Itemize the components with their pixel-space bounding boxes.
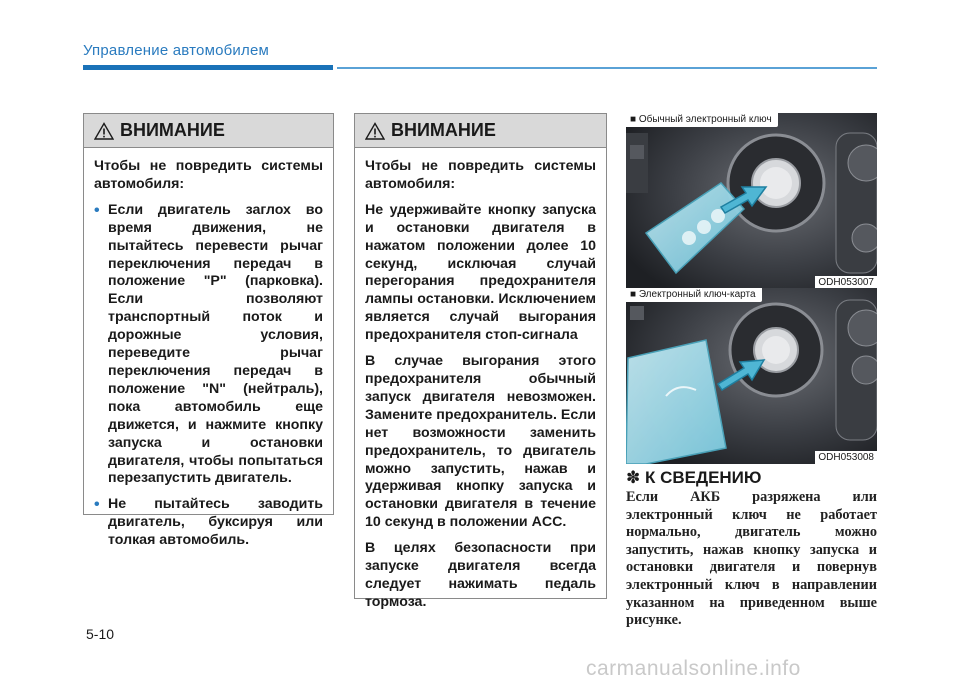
warning-paragraph: Не удерживайте кнопку запуска и остановки двигателя в нажатом положении долее 10 секунд, исключая случай перегорания предохранителя лампы остановки. Исключением является случай выгорания предохранителя стоп-сигнала — [365, 201, 596, 344]
section-title: Управление автомобилем — [83, 42, 270, 59]
watermark: carmanualsonline.info — [586, 657, 801, 680]
warning-paragraph: Чтобы не повредить системы автомобиля: — [365, 158, 596, 192]
warning-heading: ВНИМАНИЕ — [391, 120, 496, 140]
warning-bullet: • Если двигатель заглох во время движения, не пытайтесь перевести рычаг переключения передач в положение "P" (парковка). Если позволяют транспортный поток и дорожные условия, переведите рычаг переключения передач в положение "N" (нейтраль), пока автомобиль еще движется, и нажмите кнопку запуска и остановки двигателя, чтобы попытаться перезапустить двигатель. — [94, 202, 323, 489]
warning-paragraph: В случае выгорания этого предохранителя обычный запуск двигателя невозможен. Замените предохранитель. Если нет возможности заменить предохранитель, то двигатель можно запустить, нажав и удерживая кнопку запуска и остановки двигателя в течение 10 секунд в положении ACC. — [365, 353, 596, 531]
warning-header — [355, 114, 606, 148]
figure-smart-key — [626, 113, 877, 289]
warning-body — [355, 148, 606, 630]
warning-body — [84, 148, 333, 568]
warning-box-middle — [354, 113, 607, 610]
figure-caption: ■ Обычный электронный ключ — [626, 113, 778, 127]
warning-triangle-icon — [365, 122, 385, 140]
warning-triangle-icon — [94, 122, 114, 140]
warning-box-left — [83, 113, 334, 549]
header-rule-light — [337, 67, 877, 69]
header-rule-dark — [83, 65, 333, 70]
info-text: Если АКБ разряжена или электронный ключ не работает нормально, двигатель можно запустить, нажав кнопку запуска и остановки двигателя и повернув электронный ключ в направлении указанном на приведенном выше рисунке. — [626, 489, 877, 629]
figure-code: ODH053008 — [815, 451, 877, 464]
figure-code: ODH053007 — [815, 276, 877, 289]
warning-header — [84, 114, 333, 148]
card-key-photo — [626, 288, 877, 464]
figure-card-key — [626, 288, 877, 464]
warning-heading: ВНИМАНИЕ — [120, 120, 225, 140]
smart-key-photo — [626, 113, 877, 289]
figure-caption: ■ Электронный ключ-карта — [626, 288, 762, 302]
page-number: 5-10 — [86, 626, 115, 642]
info-title: ✽ К СВЕДЕНИЮ — [626, 468, 762, 487]
warning-intro: Чтобы не повредить системы автомобиля: — [94, 158, 323, 192]
warning-bullet: • Не пытайтесь заводить двигатель, буксируя или толкая автомобиль. — [94, 496, 323, 550]
warning-paragraph: В целях безопасности при запуске двигателя всегда следует нажимать педаль тормоза. — [365, 540, 596, 610]
